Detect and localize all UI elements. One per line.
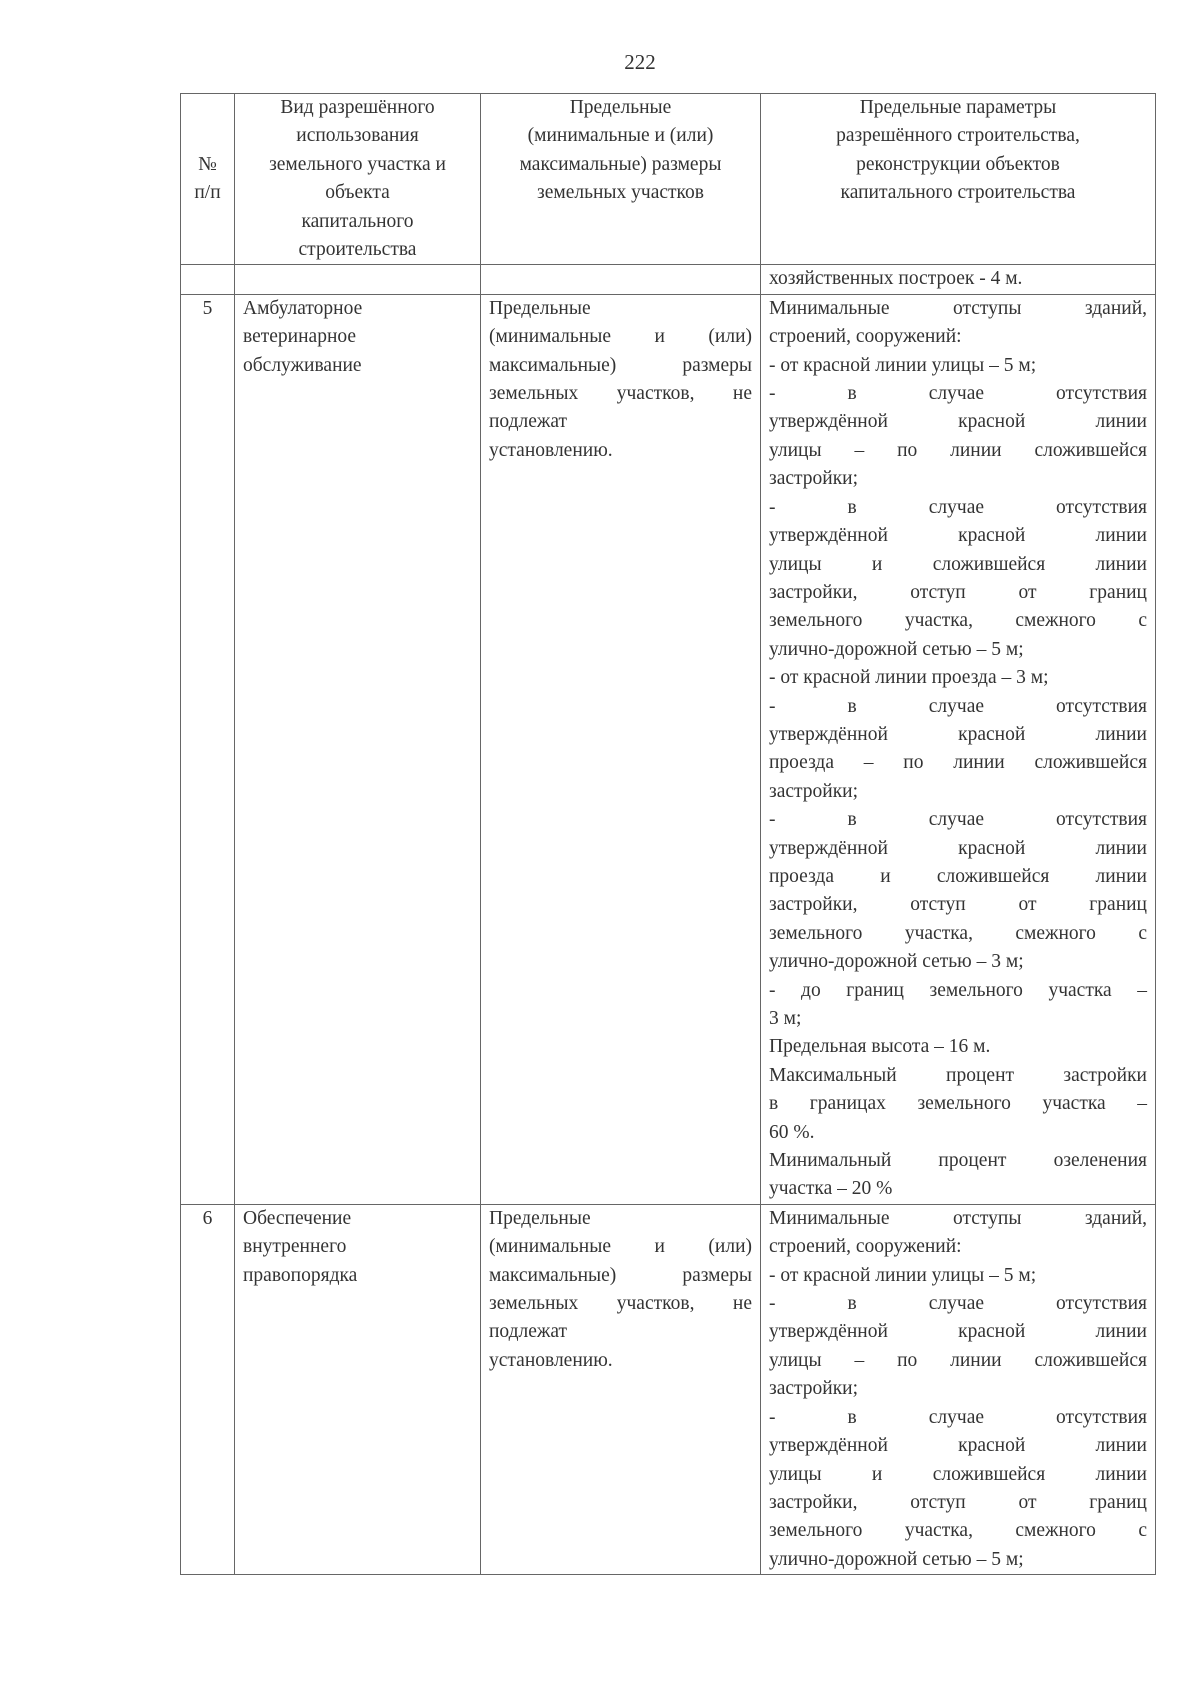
row-number: 5: [181, 294, 235, 1204]
cell-line: утверждённой красной линии: [769, 723, 1147, 745]
cell-line: застройки;: [769, 468, 859, 490]
cell-line: застройки, отступ от границ: [769, 581, 1147, 603]
header-usage-type: [235, 94, 481, 265]
cell-line: максимальные) размеры: [489, 1264, 752, 1286]
cell-line: подлежат: [489, 1321, 568, 1343]
row-plot-size: [481, 294, 761, 1204]
cell-line: Предельные: [489, 297, 591, 319]
cell-line: (минимальные и (или): [489, 326, 752, 348]
cell-line: участка – 20 %: [769, 1178, 893, 1200]
cell-line: подлежат: [489, 411, 568, 433]
cell-line: утверждённой красной линии: [769, 1321, 1147, 1343]
cell-line: улицы и сложившейся линии: [769, 553, 1147, 575]
cell-line: установлению.: [489, 439, 613, 461]
header-plot-size: [481, 94, 761, 265]
cell-line: максимальные) размеры: [519, 153, 722, 175]
cell-line: Предельные параметры: [859, 97, 1057, 118]
cell-line: - от красной линии проезда – 3 м;: [769, 667, 1049, 689]
cell-line: - в случае отсутствия: [769, 1293, 1147, 1315]
cell-line: Минимальные отступы зданий,: [769, 1207, 1147, 1229]
cell-line: в границах земельного участка –: [769, 1093, 1147, 1115]
cell-line: строений, сооружений:: [769, 1236, 962, 1258]
cell-line: проезда и сложившейся линии: [769, 865, 1147, 887]
continuation-type-cell: [235, 265, 481, 294]
cell-line: утверждённой красной линии: [769, 837, 1147, 859]
cell-line: улицы – по линии сложившейся: [769, 439, 1147, 461]
cell-line: п/п: [194, 182, 221, 204]
cell-line: проезда – по линии сложившейся: [769, 752, 1147, 774]
cell-line: застройки;: [769, 780, 859, 802]
cell-line: земельного участка, смежного с: [769, 1520, 1147, 1542]
cell-line: Вид разрешённого: [280, 97, 435, 118]
continuation-num-cell: [181, 265, 235, 294]
cell-line: застройки;: [769, 1378, 859, 1400]
cell-line: - от красной линии улицы – 5 м;: [769, 1264, 1037, 1286]
cell-line: застройки, отступ от границ: [769, 1491, 1147, 1513]
cell-line: - до границ земельного участка –: [769, 979, 1147, 1001]
cell-line: земельного участка и: [269, 153, 446, 175]
table-row: [181, 1204, 1156, 1574]
cell-line: Максимальный процент застройки: [769, 1064, 1147, 1086]
cell-line: Амбулаторное: [243, 297, 363, 319]
cell-line: объекта: [325, 182, 390, 204]
cell-line: строений, сооружений:: [769, 326, 962, 348]
cell-line: Обеспечение: [243, 1207, 352, 1229]
page-number: 222: [624, 50, 656, 74]
cell-line: утверждённой красной линии: [769, 525, 1147, 547]
cell-line: земельных участков: [537, 182, 704, 204]
row-plot-size: [481, 1204, 761, 1574]
cell-line: 3 м;: [769, 1008, 802, 1029]
cell-line: реконструкции объектов: [856, 153, 1060, 175]
cell-line: (минимальные и (или): [527, 125, 714, 147]
cell-line: капитального: [301, 210, 414, 232]
cell-line: 60 %.: [769, 1121, 815, 1143]
continuation-row: [181, 265, 1156, 294]
cell-line: (минимальные и (или): [489, 1236, 752, 1258]
cell-line: максимальные) размеры: [489, 354, 752, 376]
cell-line: капитального строительства: [840, 182, 1076, 204]
cell-line: - в случае отсутствия: [769, 383, 1147, 405]
cell-line: установлению.: [489, 1349, 613, 1371]
cell-line: использования: [296, 125, 419, 147]
cell-line: утверждённой красной линии: [769, 411, 1147, 433]
cell-line: Предельная высота – 16 м.: [769, 1036, 991, 1058]
cell-line: улично-дорожной сетью – 3 м;: [769, 951, 1024, 973]
cell-line: Предельные: [569, 97, 672, 118]
cell-line: улицы – по линии сложившейся: [769, 1349, 1147, 1371]
cell-line: - в случае отсутствия: [769, 695, 1147, 717]
cell-line: внутреннего: [243, 1236, 347, 1258]
cell-line: Минимальный процент озеленения: [769, 1150, 1147, 1172]
row-construction-params: [761, 1204, 1156, 1574]
cell-line: Минимальные отступы зданий,: [769, 297, 1147, 319]
cell-line: улицы и сложившейся линии: [769, 1463, 1147, 1485]
cell-line: правопорядка: [243, 1264, 358, 1286]
cell-line: утверждённой красной линии: [769, 1435, 1147, 1457]
cell-line: земельного участка, смежного с: [769, 922, 1147, 944]
continuation-size-cell: [481, 265, 761, 294]
cell-line: разрешённого строительства,: [836, 125, 1080, 147]
row-construction-params: [761, 294, 1156, 1204]
table-header-row: [181, 94, 1156, 265]
cell-line: Предельные: [489, 1207, 591, 1229]
zoning-parameters-table: [180, 93, 1156, 1575]
cell-line: - от красной линии улицы – 5 м;: [769, 354, 1037, 376]
row-usage-type: [235, 294, 481, 1204]
cell-line: обслуживание: [243, 354, 362, 376]
cell-line: улично-дорожной сетью – 5 м;: [769, 1548, 1024, 1570]
cell-line: улично-дорожной сетью – 5 м;: [769, 638, 1024, 660]
header-number: [181, 94, 235, 265]
cell-line: №: [198, 153, 217, 175]
cell-line: земельных участков, не: [489, 1293, 752, 1315]
cell-line: строительства: [298, 239, 417, 261]
header-construction-params: [761, 94, 1156, 265]
continuation-params-cell: хозяйственных построек - 4 м.: [761, 265, 1156, 294]
cell-line: - в случае отсутствия: [769, 1406, 1147, 1428]
cell-line: ветеринарное: [243, 326, 357, 348]
cell-line: земельных участков, не: [489, 383, 752, 405]
cell-line: - в случае отсутствия: [769, 809, 1147, 831]
cell-line: - в случае отсутствия: [769, 496, 1147, 518]
cell-line: застройки, отступ от границ: [769, 894, 1147, 916]
row-usage-type: [235, 1204, 481, 1574]
row-number: 6: [181, 1204, 235, 1574]
cell-line: земельного участка, смежного с: [769, 610, 1147, 632]
table-row: [181, 294, 1156, 1204]
